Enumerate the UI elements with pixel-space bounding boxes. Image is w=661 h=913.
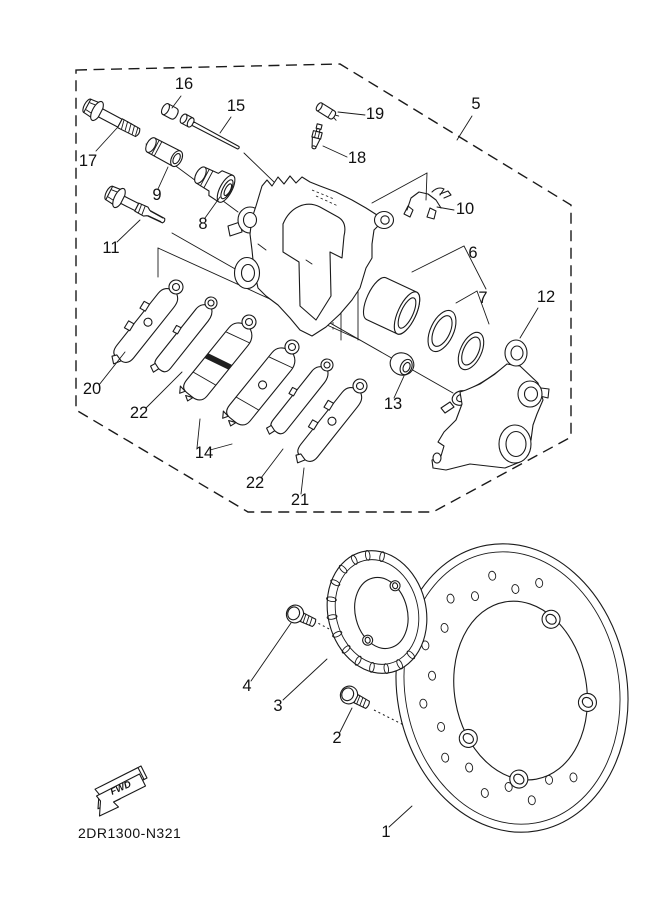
fwd-arrow-label: FWD xyxy=(108,778,133,798)
brake-disc-1 xyxy=(374,525,651,851)
boot-8 xyxy=(189,160,238,205)
bolt-17 xyxy=(80,95,144,142)
callout-2: 2 xyxy=(332,729,342,747)
callout-9: 9 xyxy=(152,186,162,204)
callout-7: 7 xyxy=(478,289,488,307)
callout-15: 15 xyxy=(226,97,246,115)
callout-21: 21 xyxy=(290,491,310,509)
bolt-4 xyxy=(283,602,318,631)
callout-3: 3 xyxy=(273,697,283,715)
callout-20: 20 xyxy=(82,380,102,398)
bolt-2 xyxy=(337,683,372,713)
callout-5: 5 xyxy=(471,95,481,113)
pad-plate-21 xyxy=(286,371,373,471)
callout-10: 10 xyxy=(455,200,475,218)
bleed-screw-18 xyxy=(309,123,324,149)
callout-17: 17 xyxy=(78,152,98,170)
callout-22-right: 22 xyxy=(245,474,265,492)
cap-19 xyxy=(315,102,340,122)
callout-12: 12 xyxy=(536,288,556,306)
fwd-arrow-icon xyxy=(95,766,147,816)
seal-set-7 xyxy=(422,306,489,373)
grommet-13 xyxy=(386,349,417,379)
callout-11: 11 xyxy=(102,239,120,257)
callout-16: 16 xyxy=(174,75,194,93)
callout-1: 1 xyxy=(381,823,391,841)
piston-6 xyxy=(358,274,425,338)
callout-6: 6 xyxy=(468,244,478,262)
pin-15 xyxy=(179,113,242,153)
sheet-code: 2DR1300-N321 xyxy=(78,825,182,841)
cap-16 xyxy=(160,102,180,120)
callout-19: 19 xyxy=(365,105,385,123)
callout-4: 4 xyxy=(242,677,252,695)
callout-14: 14 xyxy=(194,444,214,462)
callout-22-left: 22 xyxy=(129,404,149,422)
bracket-12 xyxy=(432,340,549,470)
callout-8: 8 xyxy=(198,215,208,233)
sleeve-9 xyxy=(143,136,185,169)
callout-18: 18 xyxy=(347,149,367,167)
pad-spring-10 xyxy=(404,188,451,219)
callout-13: 13 xyxy=(383,395,403,413)
